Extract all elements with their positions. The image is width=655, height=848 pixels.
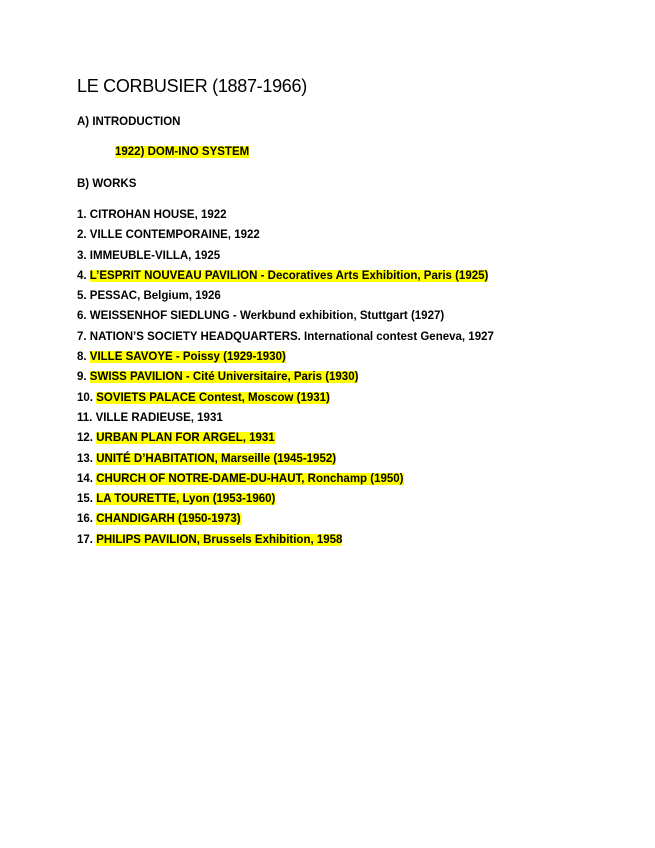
works-item-text: UNITÉ D’HABITATION, Marseille (1945-1952) [96, 452, 337, 465]
works-item-number: 1. [77, 209, 87, 221]
works-item-number: 2. [77, 229, 87, 242]
works-list-item [77, 207, 494, 227]
works-list-item [77, 349, 494, 369]
works-list-item [77, 451, 494, 471]
page-title: LE CORBUSIER (1887-1966) [77, 76, 307, 96]
works-item-text: PESSAC, Belgium, 1926 [89, 290, 221, 303]
works-item-text: URBAN PLAN FOR ARGEL, 1931 [96, 432, 275, 445]
works-list-item [77, 532, 494, 552]
works-item-number: 5. [77, 290, 87, 303]
works-item-text: L’ESPRIT NOUVEAU PAVILION - Decoratives Arts Exhibition, Paris (1925) [89, 269, 489, 282]
works-list-item [77, 227, 494, 247]
works-item-number: 3. [77, 249, 87, 262]
works-item-text: CHANDIGARH (1950-1973) [96, 513, 241, 526]
works-item-number: 10. [77, 391, 93, 404]
works-item-number: 8. [77, 351, 87, 364]
works-list-item [77, 308, 494, 328]
works-item-number: 12. [77, 432, 93, 445]
works-list-item [77, 288, 494, 308]
works-list-item [77, 329, 494, 349]
works-list-item [77, 430, 494, 450]
works-list-item [77, 491, 494, 511]
works-item-number: 6. [77, 310, 87, 323]
works-list-item [77, 511, 494, 531]
introduction-item-text: 1922) DOM-INO SYSTEM [115, 146, 250, 158]
works-item-number: 16. [77, 513, 93, 526]
works-item-number: 9. [77, 371, 87, 384]
works-item-text: SOVIETS PALACE Contest, Moscow (1931) [96, 391, 330, 404]
works-item-number: 15. [77, 493, 93, 506]
works-list-item [77, 268, 494, 288]
works-list-item [77, 410, 494, 430]
works-item-text: LA TOURETTE, Lyon (1953-1960) [96, 493, 276, 506]
works-list-item [77, 390, 494, 410]
introduction-item [115, 146, 249, 158]
works-item-text: NATION’S SOCIETY HEADQUARTERS. International contest Geneva, 1927 [89, 330, 494, 343]
works-item-text: PHILIPS PAVILION, Brussels Exhibition, 1958 [96, 533, 343, 546]
works-item-number: 14. [77, 472, 93, 485]
works-item-text: SWISS PAVILION - Cité Universitaire, Paris (1930) [89, 371, 359, 384]
introduction-heading: A) INTRODUCTION [77, 116, 181, 128]
works-heading: B) WORKS [77, 178, 137, 190]
works-list [77, 207, 494, 552]
works-item-number: 17. [77, 533, 93, 546]
works-item-text: VILLE CONTEMPORAINE, 1922 [89, 229, 260, 242]
works-item-number: 13. [77, 452, 93, 465]
works-item-text: WEISSENHOF SIEDLUNG - Werkbund exhibition, Stuttgart (1927) [89, 310, 445, 323]
works-list-item [77, 471, 494, 491]
works-item-text: IMMEUBLE-VILLA, 1925 [89, 249, 221, 262]
works-item-number: 7. [77, 330, 87, 343]
works-item-text: CITROHAN HOUSE, 1922 [89, 209, 227, 221]
works-item-text: CHURCH OF NOTRE-DAME-DU-HAUT, Ronchamp (1950) [96, 472, 404, 485]
works-item-number: 11. [77, 411, 93, 424]
works-item-text: VILLE RADIEUSE, 1931 [95, 411, 223, 424]
works-item-text: VILLE SAVOYE - Poissy (1929-1930) [89, 351, 286, 364]
works-item-number: 4. [77, 269, 87, 282]
works-list-item [77, 248, 494, 268]
works-list-item [77, 369, 494, 389]
